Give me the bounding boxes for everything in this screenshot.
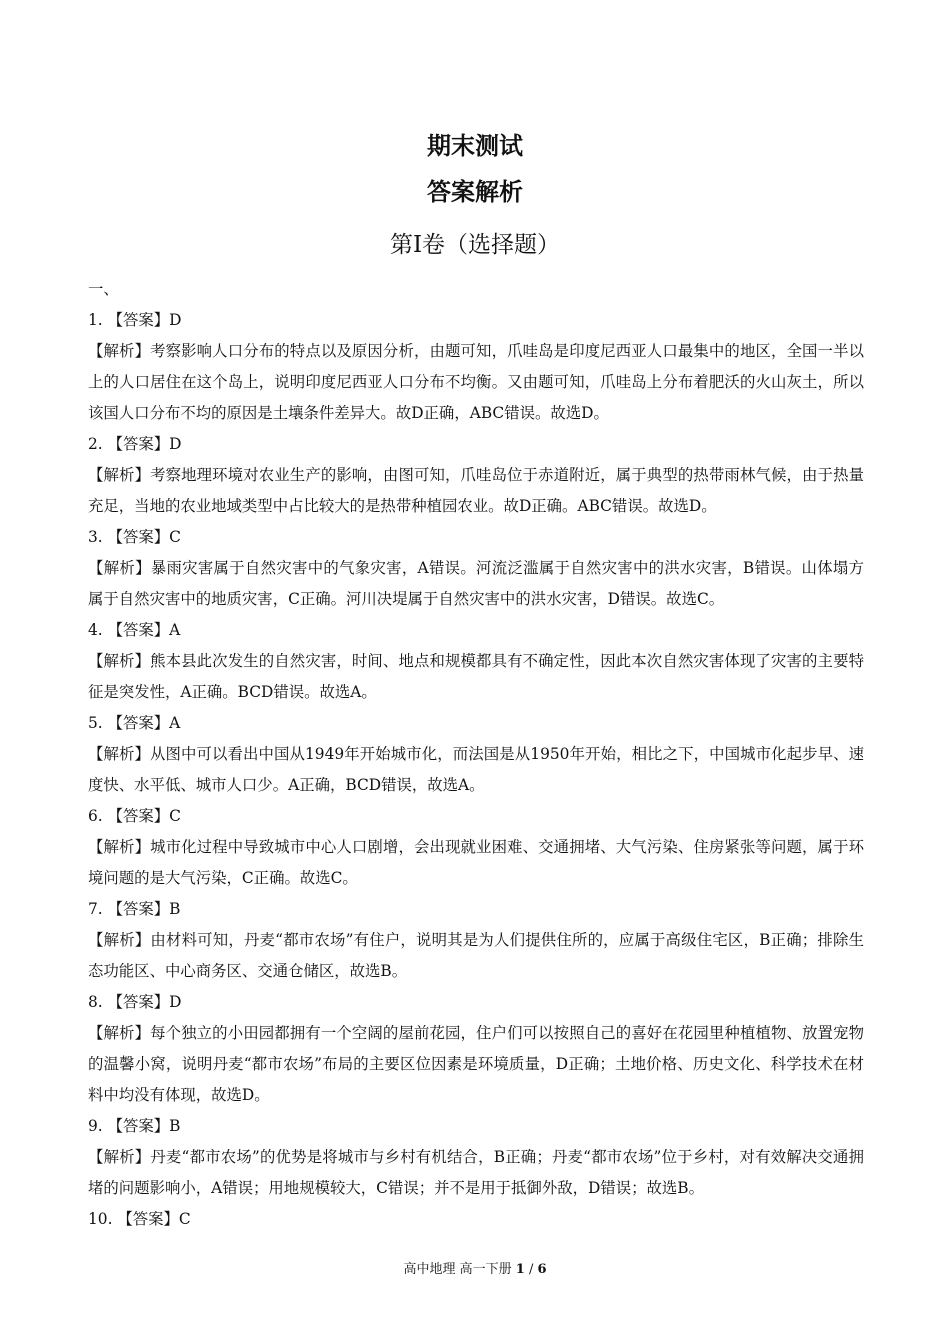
answer-line: 4. 【答案】A bbox=[88, 621, 181, 639]
explanation-paragraph: 【解析】每个独立的小田园都拥有一个空阔的屋前花园，住户们可以按照自己的喜好在花园里种植植物、放置宠物的温馨小窝，说明丹麦“都市农场”布局的主要区位因素是环境质量，D正确；土地价格、历史文化、科学技术在材料中均没有体现，故选D。 bbox=[88, 1024, 864, 1104]
answer-line: 1. 【答案】D bbox=[88, 311, 182, 329]
page-subtitle: 答案解析 bbox=[427, 177, 523, 206]
answer-line: 3. 【答案】C bbox=[88, 528, 181, 546]
footer-subject: 高中地理 高一下册 bbox=[403, 1262, 512, 1277]
answer-line: 8. 【答案】D bbox=[88, 993, 182, 1011]
explanation-paragraph: 【解析】城市化过程中导致城市中心人口剧增，会出现就业困难、交通拥堵、大气污染、住房紧张等问题，属于环境问题的是大气污染，C正确。故选C。 bbox=[88, 838, 864, 887]
answer-line: 7. 【答案】B bbox=[88, 900, 181, 918]
explanation-paragraph: 【解析】考察影响人口分布的特点以及原因分析，由题可知，爪哇岛是印度尼西亚人口最集中的地区，全国一半以上的人口居住在这个岛上，说明印度尼西亚人口分布不均衡。又由题可知，爪哇岛上分布着肥沃的火山灰土，所以该国人口分布不均的原因是土壤条件差异大。故D正确，ABC错误。故选D。 bbox=[88, 342, 864, 422]
answer-line: 10. 【答案】C bbox=[88, 1210, 191, 1228]
page-number-total: 6 bbox=[537, 1262, 547, 1277]
answer-line: 9. 【答案】B bbox=[88, 1117, 181, 1135]
explanation-paragraph: 【解析】熊本县此次发生的自然灾害，时间、地点和规模都具有不确定性，因此本次自然灾害体现了灾害的主要特征是突发性，A正确。BCD错误。故选A。 bbox=[88, 652, 864, 701]
explanation-paragraph: 【解析】从图中可以看出中国从1949年开始城市化，而法国是从1950年开始，相比之下，中国城市化起步早、速度快、水平低、城市人口少。A正确，BCD错误，故选A。 bbox=[88, 745, 864, 794]
answer-line: 2. 【答案】D bbox=[88, 435, 182, 453]
page-number-current: 1 bbox=[515, 1262, 525, 1277]
section-title: 第Ⅰ卷（选择题） bbox=[389, 232, 561, 258]
explanation-paragraph: 【解析】丹麦“都市农场”的优势是将城市与乡村有机结合，B正确；丹麦“都市农场”位于乡村，对有效解决交通拥堵的问题影响小，A错误；用地规模较大，C错误；并不是用于抵御外敌，D错误；故选B。 bbox=[88, 1148, 864, 1197]
page-title: 期末测试 bbox=[427, 131, 523, 160]
explanation-paragraph: 【解析】由材料可知，丹麦“都市农场”有住户，说明其是为人们提供住所的，应属于高级住宅区，B正确；排除生态功能区、中心商务区、交通仓储区，故选B。 bbox=[88, 931, 864, 980]
explanation-paragraph: 【解析】考察地理环境对农业生产的影响，由图可知，爪哇岛位于赤道附近，属于典型的热带雨林气候，由于热量充足，当地的农业地域类型中占比较大的是热带种植园农业。故D正确。ABC错误。故选D。 bbox=[88, 466, 864, 515]
answer-content bbox=[88, 274, 864, 1235]
answer-line: 6. 【答案】C bbox=[88, 807, 181, 825]
explanation-paragraph: 【解析】暴雨灾害属于自然灾害中的气象灾害，A错误。河流泛滥属于自然灾害中的洪水灾害，B错误。山体塌方属于自然灾害中的地质灾害，C正确。河川决堤属于自然灾害中的洪水灾害，D错误。故选C。 bbox=[88, 559, 864, 608]
part-label: 一、 bbox=[88, 280, 119, 298]
answer-line: 5. 【答案】A bbox=[88, 714, 181, 732]
page-number-separator: / bbox=[524, 1262, 538, 1277]
page-footer bbox=[0, 1258, 950, 1277]
